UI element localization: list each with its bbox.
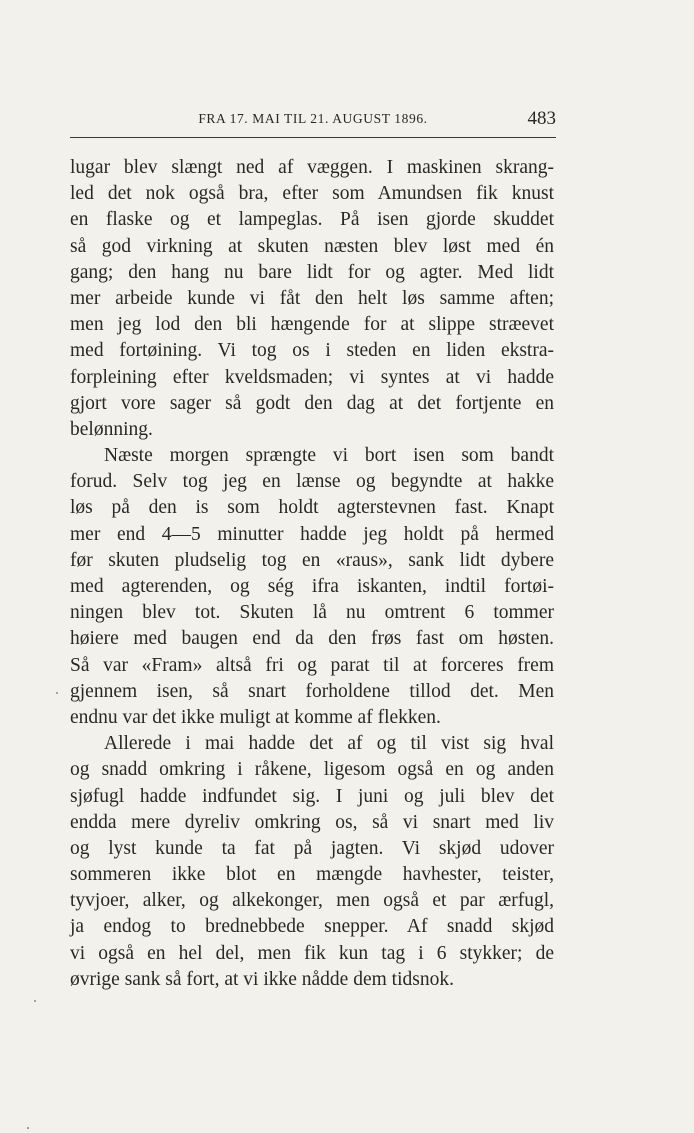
text-line: led det nok også bra, efter som Amundsen fik knust	[70, 183, 554, 205]
text-line: Så var «Fram» altså fri og parat til at forceres frem	[70, 654, 554, 676]
text-line: øvrige sank så fort, at vi ikke nådde dem tidsnok.	[70, 968, 454, 990]
paper-speck	[56, 692, 58, 694]
text-line: gjennem isen, så snart forholdene tillod det. Men	[70, 680, 554, 702]
text-line: Allerede i mai hadde det af og til vist sig hval	[104, 733, 554, 755]
text-line: og snadd omkring i råkene, ligesom også en og anden	[70, 759, 554, 781]
text-line: før skuten pludselig tog en «raus», sank lidt dybere	[70, 549, 554, 571]
running-head	[70, 108, 556, 136]
text-line: løs på den is som holdt agterstevnen fast. Knapt	[70, 497, 554, 519]
text-line: sjøfugl hadde indfundet sig. I juni og juli blev det	[70, 785, 554, 807]
text-line: forpleining efter kveldsmaden; vi syntes at vi hadde	[70, 366, 554, 388]
text-line: en flaske og et lampeglas. På isen gjorde skuddet	[70, 209, 554, 231]
text-line: så god virkning at skuten næsten blev løst med én	[70, 235, 554, 257]
text-line: gjort vore sager så godt den dag at det fortjente en	[70, 392, 554, 414]
text-line: med fortøining. Vi tog os i steden en liden ekstra-	[70, 340, 554, 362]
text-line: men jeg lod den bli hængende for at slippe stræevet	[70, 314, 554, 336]
text-line: sommeren ikke blot en mængde havhester, teister,	[70, 864, 554, 886]
body-text	[70, 155, 554, 993]
text-line: tyvjoer, alker, og alkekonger, men også et par ærfugl,	[70, 890, 554, 912]
running-title: FRA 17. MAI TIL 21. AUGUST 1896.	[198, 111, 428, 126]
text-line: forud. Selv tog jeg en lænse og begyndte at hakke	[70, 471, 554, 493]
text-line: mer end 4—5 minutter hadde jeg holdt på hermed	[70, 523, 554, 545]
text-line: med agterenden, og ség ifra iskanten, indtil fortøi-	[70, 576, 554, 597]
text-line: lugar blev slængt ned af væggen. I maskinen skrang-	[70, 157, 554, 178]
text-line: belønning.	[70, 418, 153, 440]
text-line: gang; den hang nu bare lidt for og agter. Med lidt	[70, 261, 554, 283]
text-line: Næste morgen sprængte vi bort isen som bandt	[104, 445, 554, 467]
paper-speck	[34, 1000, 36, 1002]
paper-speck	[27, 1127, 29, 1129]
page-number: 483	[527, 108, 556, 129]
text-line: ningen blev tot. Skuten lå nu omtrent 6 tommer	[70, 602, 554, 624]
text-line: endnu var det ikke muligt at komme af flekken.	[70, 706, 441, 728]
text-line: endda mere dyreliv omkring os, så vi snart med liv	[70, 811, 554, 833]
text-line: og lyst kunde ta fat på jagten. Vi skjød udover	[70, 837, 554, 859]
text-line: ja endog to brednebbede snepper. Af snadd skjød	[70, 916, 554, 938]
text-line: høiere med baugen end da den frøs fast om høsten.	[70, 628, 554, 650]
text-line: mer arbeide kunde vi fåt den helt løs samme aften;	[70, 287, 554, 309]
text-line: vi også en hel del, men fik kun tag i 6 stykker; de	[70, 942, 554, 964]
header-rule	[70, 137, 556, 138]
